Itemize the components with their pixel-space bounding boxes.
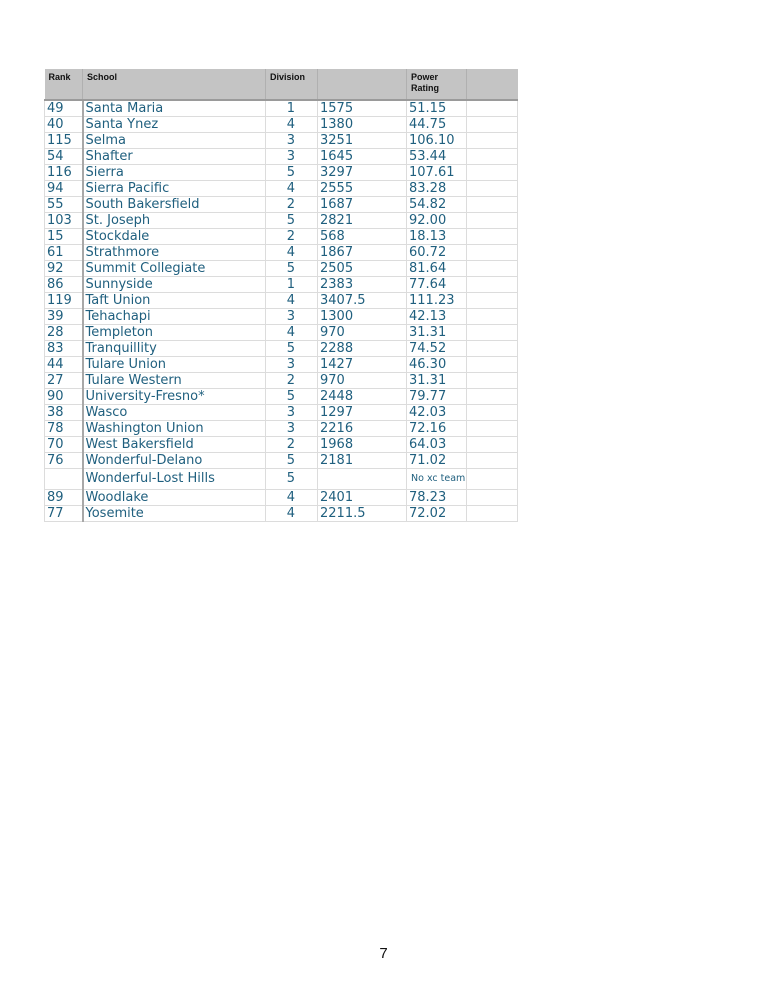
school-cell: South Bakersfield bbox=[83, 197, 266, 213]
rank-cell: 116 bbox=[45, 165, 83, 181]
empty-cell bbox=[467, 245, 518, 261]
table-row bbox=[45, 421, 518, 437]
rank-cell: 92 bbox=[45, 261, 83, 277]
rank-cell: 38 bbox=[45, 405, 83, 421]
header-power-rating bbox=[407, 69, 467, 100]
power-rating-table-container bbox=[44, 69, 517, 522]
power-rating-cell: 54.82 bbox=[407, 197, 467, 213]
rank-cell: 86 bbox=[45, 277, 83, 293]
table-row bbox=[45, 229, 518, 245]
value-cell: 3251 bbox=[318, 133, 407, 149]
division-cell: 4 bbox=[266, 325, 318, 341]
value-cell: 1968 bbox=[318, 437, 407, 453]
value-cell bbox=[318, 469, 407, 490]
rank-cell bbox=[45, 469, 83, 490]
power-rating-cell: 44.75 bbox=[407, 117, 467, 133]
rank-cell: 70 bbox=[45, 437, 83, 453]
power-rating-cell: 31.31 bbox=[407, 373, 467, 389]
value-cell: 3297 bbox=[318, 165, 407, 181]
empty-cell bbox=[467, 373, 518, 389]
school-cell: Tulare Western bbox=[83, 373, 266, 389]
rank-cell: 55 bbox=[45, 197, 83, 213]
table-row bbox=[45, 469, 518, 490]
rank-cell: 27 bbox=[45, 373, 83, 389]
value-cell: 3407.5 bbox=[318, 293, 407, 309]
table-row bbox=[45, 133, 518, 149]
empty-cell bbox=[467, 490, 518, 506]
value-cell: 1380 bbox=[318, 117, 407, 133]
value-cell: 2211.5 bbox=[318, 506, 407, 522]
value-cell: 2401 bbox=[318, 490, 407, 506]
school-cell: Templeton bbox=[83, 325, 266, 341]
rank-cell: 77 bbox=[45, 506, 83, 522]
value-cell: 2448 bbox=[318, 389, 407, 405]
division-cell: 3 bbox=[266, 405, 318, 421]
value-cell: 2505 bbox=[318, 261, 407, 277]
school-cell: Stockdale bbox=[83, 229, 266, 245]
school-cell: Summit Collegiate bbox=[83, 261, 266, 277]
power-rating-cell: 74.52 bbox=[407, 341, 467, 357]
empty-cell bbox=[467, 293, 518, 309]
table-row bbox=[45, 277, 518, 293]
table-row bbox=[45, 389, 518, 405]
power-rating-cell: 111.23 bbox=[407, 293, 467, 309]
power-rating-cell: 42.13 bbox=[407, 309, 467, 325]
table-row bbox=[45, 149, 518, 165]
division-cell: 2 bbox=[266, 437, 318, 453]
rank-cell: 119 bbox=[45, 293, 83, 309]
rank-cell: 44 bbox=[45, 357, 83, 373]
table-row bbox=[45, 437, 518, 453]
division-cell: 1 bbox=[266, 100, 318, 117]
division-cell: 3 bbox=[266, 357, 318, 373]
empty-cell bbox=[467, 117, 518, 133]
school-cell: Wonderful-Delano bbox=[83, 453, 266, 469]
power-rating-table bbox=[44, 69, 518, 522]
value-cell: 1297 bbox=[318, 405, 407, 421]
empty-cell bbox=[467, 341, 518, 357]
power-rating-cell: 79.77 bbox=[407, 389, 467, 405]
power-rating-cell: 53.44 bbox=[407, 149, 467, 165]
header-extra bbox=[467, 69, 518, 100]
value-cell: 970 bbox=[318, 373, 407, 389]
division-cell: 4 bbox=[266, 117, 318, 133]
table-row bbox=[45, 245, 518, 261]
school-cell: Woodlake bbox=[83, 490, 266, 506]
division-cell: 4 bbox=[266, 293, 318, 309]
power-rating-cell: 72.02 bbox=[407, 506, 467, 522]
empty-cell bbox=[467, 277, 518, 293]
header-power-rating-label: Power Rating bbox=[411, 72, 439, 93]
division-cell: 5 bbox=[266, 165, 318, 181]
rank-cell: 61 bbox=[45, 245, 83, 261]
empty-cell bbox=[467, 181, 518, 197]
rank-cell: 15 bbox=[45, 229, 83, 245]
school-cell: Sierra Pacific bbox=[83, 181, 266, 197]
school-cell: Yosemite bbox=[83, 506, 266, 522]
table-row bbox=[45, 261, 518, 277]
school-cell: Santa Maria bbox=[83, 100, 266, 117]
value-cell: 2821 bbox=[318, 213, 407, 229]
empty-cell bbox=[467, 133, 518, 149]
division-cell: 5 bbox=[266, 453, 318, 469]
value-cell: 568 bbox=[318, 229, 407, 245]
division-cell: 4 bbox=[266, 490, 318, 506]
table-row bbox=[45, 325, 518, 341]
rank-cell: 115 bbox=[45, 133, 83, 149]
school-cell: Tulare Union bbox=[83, 357, 266, 373]
empty-cell bbox=[467, 325, 518, 341]
rank-cell: 94 bbox=[45, 181, 83, 197]
power-rating-cell: 107.61 bbox=[407, 165, 467, 181]
value-cell: 1427 bbox=[318, 357, 407, 373]
school-cell: Wasco bbox=[83, 405, 266, 421]
power-rating-cell: 42.03 bbox=[407, 405, 467, 421]
value-cell: 2181 bbox=[318, 453, 407, 469]
empty-cell bbox=[467, 100, 518, 117]
value-cell: 1687 bbox=[318, 197, 407, 213]
value-cell: 2555 bbox=[318, 181, 407, 197]
school-cell: Tranquillity bbox=[83, 341, 266, 357]
school-cell: Washington Union bbox=[83, 421, 266, 437]
rank-cell: 76 bbox=[45, 453, 83, 469]
header-value bbox=[318, 69, 407, 100]
rank-cell: 103 bbox=[45, 213, 83, 229]
power-rating-cell: 72.16 bbox=[407, 421, 467, 437]
division-cell: 5 bbox=[266, 389, 318, 405]
division-cell: 1 bbox=[266, 277, 318, 293]
empty-cell bbox=[467, 261, 518, 277]
division-cell: 2 bbox=[266, 229, 318, 245]
power-rating-cell: 60.72 bbox=[407, 245, 467, 261]
empty-cell bbox=[467, 213, 518, 229]
empty-cell bbox=[467, 309, 518, 325]
rank-cell: 78 bbox=[45, 421, 83, 437]
table-row bbox=[45, 506, 518, 522]
power-rating-cell: 92.00 bbox=[407, 213, 467, 229]
table-row bbox=[45, 117, 518, 133]
division-cell: 5 bbox=[266, 261, 318, 277]
school-cell: Santa Ynez bbox=[83, 117, 266, 133]
school-cell: University-Fresno* bbox=[83, 389, 266, 405]
table-row bbox=[45, 490, 518, 506]
power-rating-cell: 83.28 bbox=[407, 181, 467, 197]
table-row bbox=[45, 341, 518, 357]
rank-cell: 40 bbox=[45, 117, 83, 133]
school-cell: Shafter bbox=[83, 149, 266, 165]
table-row bbox=[45, 100, 518, 117]
page-number: 7 bbox=[379, 945, 388, 962]
header-rank: Rank bbox=[45, 69, 83, 100]
empty-cell bbox=[467, 389, 518, 405]
school-cell: Taft Union bbox=[83, 293, 266, 309]
table-row bbox=[45, 213, 518, 229]
division-cell: 2 bbox=[266, 197, 318, 213]
division-cell: 3 bbox=[266, 133, 318, 149]
table-row bbox=[45, 197, 518, 213]
power-rating-cell: 78.23 bbox=[407, 490, 467, 506]
value-cell: 2216 bbox=[318, 421, 407, 437]
division-cell: 3 bbox=[266, 149, 318, 165]
rank-cell: 54 bbox=[45, 149, 83, 165]
division-cell: 2 bbox=[266, 373, 318, 389]
empty-cell bbox=[467, 149, 518, 165]
division-cell: 5 bbox=[266, 469, 318, 490]
rank-cell: 90 bbox=[45, 389, 83, 405]
table-row bbox=[45, 309, 518, 325]
table-row bbox=[45, 453, 518, 469]
school-cell: St. Joseph bbox=[83, 213, 266, 229]
division-cell: 4 bbox=[266, 506, 318, 522]
rank-cell: 83 bbox=[45, 341, 83, 357]
empty-cell bbox=[467, 405, 518, 421]
empty-cell bbox=[467, 453, 518, 469]
table-body bbox=[45, 100, 518, 522]
school-cell: Tehachapi bbox=[83, 309, 266, 325]
value-cell: 970 bbox=[318, 325, 407, 341]
table-row bbox=[45, 165, 518, 181]
empty-cell bbox=[467, 421, 518, 437]
power-rating-cell: 46.30 bbox=[407, 357, 467, 373]
table-row bbox=[45, 181, 518, 197]
header-division: Division bbox=[266, 69, 318, 100]
school-cell: Strathmore bbox=[83, 245, 266, 261]
rank-cell: 89 bbox=[45, 490, 83, 506]
power-rating-cell: 77.64 bbox=[407, 277, 467, 293]
empty-cell bbox=[467, 357, 518, 373]
rank-cell: 39 bbox=[45, 309, 83, 325]
table-row bbox=[45, 405, 518, 421]
value-cell: 1645 bbox=[318, 149, 407, 165]
division-cell: 4 bbox=[266, 245, 318, 261]
division-cell: 5 bbox=[266, 341, 318, 357]
power-rating-cell: 18.13 bbox=[407, 229, 467, 245]
power-rating-cell: 51.15 bbox=[407, 100, 467, 117]
empty-cell bbox=[467, 506, 518, 522]
school-cell: Selma bbox=[83, 133, 266, 149]
value-cell: 1867 bbox=[318, 245, 407, 261]
school-cell: Sierra bbox=[83, 165, 266, 181]
header-school: School bbox=[83, 69, 266, 100]
school-cell: Sunnyside bbox=[83, 277, 266, 293]
value-cell: 2288 bbox=[318, 341, 407, 357]
empty-cell bbox=[467, 437, 518, 453]
rank-cell: 28 bbox=[45, 325, 83, 341]
table-row bbox=[45, 357, 518, 373]
table-row bbox=[45, 293, 518, 309]
power-rating-cell: 81.64 bbox=[407, 261, 467, 277]
empty-cell bbox=[467, 165, 518, 181]
value-cell: 2383 bbox=[318, 277, 407, 293]
power-rating-cell: 71.02 bbox=[407, 453, 467, 469]
empty-cell bbox=[467, 229, 518, 245]
school-cell: West Bakersfield bbox=[83, 437, 266, 453]
division-cell: 3 bbox=[266, 309, 318, 325]
value-cell: 1575 bbox=[318, 100, 407, 117]
school-cell: Wonderful-Lost Hills bbox=[83, 469, 266, 490]
empty-cell bbox=[467, 197, 518, 213]
rank-cell: 49 bbox=[45, 100, 83, 117]
power-rating-cell: 31.31 bbox=[407, 325, 467, 341]
table-header-row bbox=[45, 69, 518, 100]
division-cell: 4 bbox=[266, 181, 318, 197]
division-cell: 3 bbox=[266, 421, 318, 437]
power-rating-cell: No xc team bbox=[407, 469, 467, 490]
value-cell: 1300 bbox=[318, 309, 407, 325]
empty-cell bbox=[467, 469, 518, 490]
table-row bbox=[45, 373, 518, 389]
power-rating-cell: 64.03 bbox=[407, 437, 467, 453]
power-rating-cell: 106.10 bbox=[407, 133, 467, 149]
division-cell: 5 bbox=[266, 213, 318, 229]
